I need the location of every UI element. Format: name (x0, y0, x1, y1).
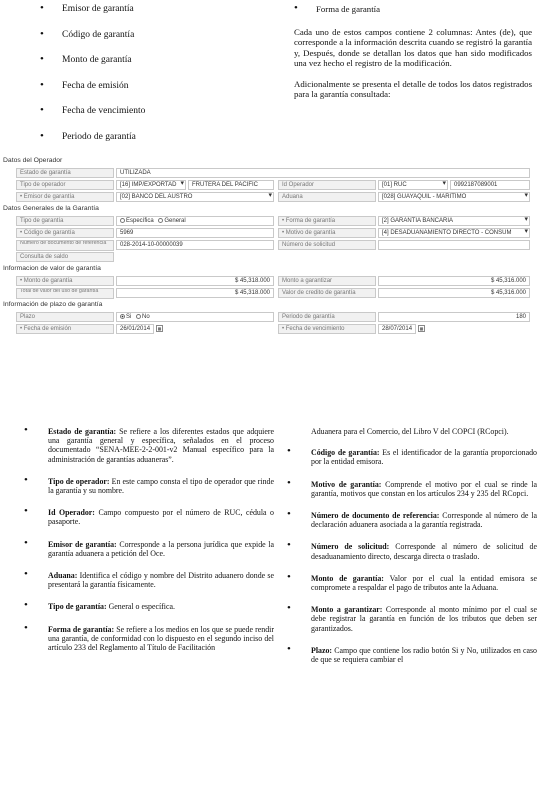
list-item: • Forma de garantía (294, 4, 532, 14)
term: Número de documento de referencia: (311, 511, 440, 521)
definition: General o específica. (108, 602, 175, 612)
motivo-label: • Motivo de garantía (278, 228, 376, 238)
descriptions-left (24, 427, 274, 665)
emisor-label: • Emisor de garantía (16, 192, 114, 202)
list-item: • Fecha de emisión (40, 81, 270, 107)
aduana-label: Aduana (278, 192, 376, 202)
definition: Corresponde a la persona jurídica que expide la garantía aduanera a petición del Oce. (48, 539, 274, 558)
list-item (287, 542, 537, 560)
consulta-saldo-link[interactable]: Consulta de saldo (16, 252, 114, 262)
list-item (287, 480, 537, 498)
doc-referencia-field[interactable]: 028-2014-10-00000039 (116, 240, 274, 250)
term: Número de solicitud: (311, 542, 390, 552)
term: Aduana: (48, 571, 78, 581)
calendar-icon[interactable]: ▦ (419, 325, 424, 331)
fecha-emision-label: • Fecha de emisión (16, 324, 114, 334)
definition: Corresponde al número de la declaración aduanera asociada a la garantía registrada. (311, 511, 537, 530)
list-item (287, 574, 537, 592)
descriptions-right (287, 427, 537, 677)
term: Monto de garantía: (311, 573, 384, 583)
calendar-icon[interactable]: ▦ (157, 325, 162, 331)
id-type-select[interactable]: [01] RUC ▾ (378, 180, 448, 190)
list-item (24, 540, 274, 558)
list-item (287, 646, 537, 664)
definition: Es el identificador de la garantía proporcionado por la entidad emisora. (311, 448, 537, 467)
credito-field[interactable]: $ 45,316.000 (378, 288, 530, 298)
term: Id Operador: (48, 508, 95, 518)
term: Plazo: (311, 645, 333, 655)
total-uso-label: Total de valor del uso de garantía (16, 288, 114, 299)
list-item: • Emisor de garantía (40, 4, 270, 30)
id-operador-label: Id Operador (278, 180, 376, 190)
list-item (24, 427, 274, 464)
solicitud-label: Número de solicitud (278, 240, 376, 250)
section-title-valor: Informacion de valor de garantía (3, 265, 101, 272)
list-item: • Código de garantía (40, 30, 270, 56)
radio-no-label: No (142, 314, 150, 320)
definition: Se refiere a los diferentes estados que adquiere una garantía general y específica, señalados en el proceso documentado “SENA-MEE-2-2-001-v2 Manual específico para la administración de garantías aduaneras”. (48, 427, 274, 464)
definition: Campo compuesto por el número de RUC, cédula o pasaporte. (48, 508, 274, 527)
list-item (24, 477, 274, 495)
list-item: • Fecha de vencimiento (40, 106, 270, 132)
definition: En este campo consta el tipo de operador que rinde la garantía y su nombre. (48, 476, 274, 496)
term: Monto a garantizar: (311, 605, 383, 615)
list-item (287, 605, 537, 633)
radio-especifica-label: Específica (126, 218, 154, 224)
estado-label: Estado de garantía (16, 168, 114, 178)
definition: Corresponde al número de solicitud de desaduanamiento directo, descarga directa o traslado. (311, 542, 537, 561)
definition: Comprende el motivo por el cual se rinde la garantía, motivos que constan en los artículos 234 y 235 del RCopci. (311, 479, 537, 498)
term: Motivo de garantía: (311, 479, 382, 489)
operador-name-field[interactable]: FRUTERA DEL PACIFIC (188, 180, 274, 190)
paragraph: Cada uno de estos campos contiene 2 columnas: Antes (de), que corresponde a la información descrita cuando se registró la garantía y, Después, donde se detallan los datos que han sido modificados una vez hecho el registro de la modificación. (294, 27, 532, 68)
list-item (24, 508, 274, 526)
radio-si[interactable] (120, 314, 125, 319)
list-item: • Monto de garantía (40, 55, 270, 81)
radio-general[interactable] (158, 218, 163, 223)
tipo-operador-label: Tipo de operador (16, 180, 114, 190)
definition: Identifica el código y nombre del Distrito aduanero donde se presentará la garantía físicamente. (48, 571, 274, 590)
term: Tipo de operador: (48, 476, 110, 486)
fecha-vencimiento-label: • Fecha de vencimiento (278, 324, 376, 334)
section-title-generales: Datos Generales de la Garantía (3, 205, 99, 212)
tipo-operador-select[interactable]: [16] IMP/EXPORTAD ▾ (116, 180, 186, 190)
continuation-text: Aduanera para el Comercio, del Libro V del COPCI (RCopci). (311, 427, 509, 436)
fecha-emision-field[interactable]: 26/01/2014 (116, 324, 154, 334)
list-item (24, 602, 274, 611)
term: Código de garantía: (311, 448, 380, 458)
tipo-garantia-radios (116, 216, 274, 226)
field-list (40, 4, 270, 157)
credito-label: Valor de credito de garantía (278, 288, 376, 298)
aduana-select[interactable]: [028] GUAYAQUIL - MARITIMO ▾ (378, 192, 530, 202)
plazo-label: Plazo (16, 312, 114, 322)
estado-field[interactable]: UTILIZADA (116, 168, 530, 178)
definition: Se refiere a los medios en los que se puede rendir una garantía, de conformidad con lo dispuesto en el segundo inciso del artículo 233 del Reglamento al Título de Facilitación (48, 624, 274, 653)
list-item (24, 571, 274, 589)
radio-general-label: General (164, 218, 186, 224)
term: Tipo de garantía: (48, 602, 107, 612)
list-item: • Periodo de garantía (40, 132, 270, 158)
tipo-garantia-label: Tipo de garantía (16, 216, 114, 226)
codigo-label: • Código de garantía (16, 228, 114, 238)
motivo-select[interactable]: [4] DESADUANAMIENTO DIRECTO - CONSUM ▾ (378, 228, 530, 238)
term: Estado de garantía: (48, 427, 117, 436)
periodo-field[interactable]: 180 (378, 312, 530, 322)
list-item (24, 625, 274, 653)
list-item (287, 448, 537, 466)
definition: Corresponde al monto mínimo por el cual se debe registrar la garantía en función de los tributos que deben ser garantizados. (311, 605, 537, 633)
fecha-vencimiento-group (378, 324, 530, 334)
id-operador-field[interactable]: 0992187089001 (450, 180, 530, 190)
section-title-plazo: Información de plazo de garantía (3, 301, 103, 308)
term: Forma de garantía: (48, 624, 115, 634)
fecha-vencimiento-field[interactable]: 28/07/2014 (378, 324, 416, 334)
list-item (287, 511, 537, 529)
monto-garantizar-label: Monto a garantizar (278, 276, 376, 286)
monto-field[interactable]: $ 45,318.000 (116, 276, 274, 286)
forma-select[interactable]: [2] GARANTIA BANCARIA ▾ (378, 216, 530, 226)
codigo-field[interactable]: 5969 (116, 228, 274, 238)
doc-referencia-label: Número de documento de referencia (16, 240, 114, 251)
radio-si-label: Si (126, 314, 132, 320)
term: Emisor de garantía: (48, 539, 117, 549)
definition: Campo que contiene los radio botón Si y No, utilizados en caso de que se requiera cambiar el (311, 645, 537, 665)
solicitud-field[interactable] (378, 240, 530, 250)
forma-label: • Forma de garantía (278, 216, 376, 226)
radio-no[interactable] (136, 314, 141, 319)
guarantee-form (0, 155, 557, 335)
fecha-emision-group (116, 324, 274, 334)
monto-label: • Monto de garantía (16, 276, 114, 286)
definition: Valor por el cual la entidad emisora se compromete a respaldar el pago de tributos ante la Aduana. (311, 573, 537, 593)
total-uso-field[interactable]: $ 45,318.000 (116, 288, 274, 298)
intro-text (294, 4, 532, 110)
emisor-select[interactable]: [02] BANCO DEL AUSTRO ▾ (116, 192, 274, 202)
periodo-label: Periodo de garantía (278, 312, 376, 322)
section-title-operador: Datos del Operador (3, 157, 63, 164)
paragraph: Adicionalmente se presenta el detalle de todos los datos registrados para la garantía consultada: (294, 79, 532, 100)
monto-garantizar-field[interactable]: $ 45,316.000 (378, 276, 530, 286)
radio-especifica[interactable] (120, 218, 125, 223)
plazo-radios (116, 312, 274, 322)
intro-section (0, 0, 557, 148)
